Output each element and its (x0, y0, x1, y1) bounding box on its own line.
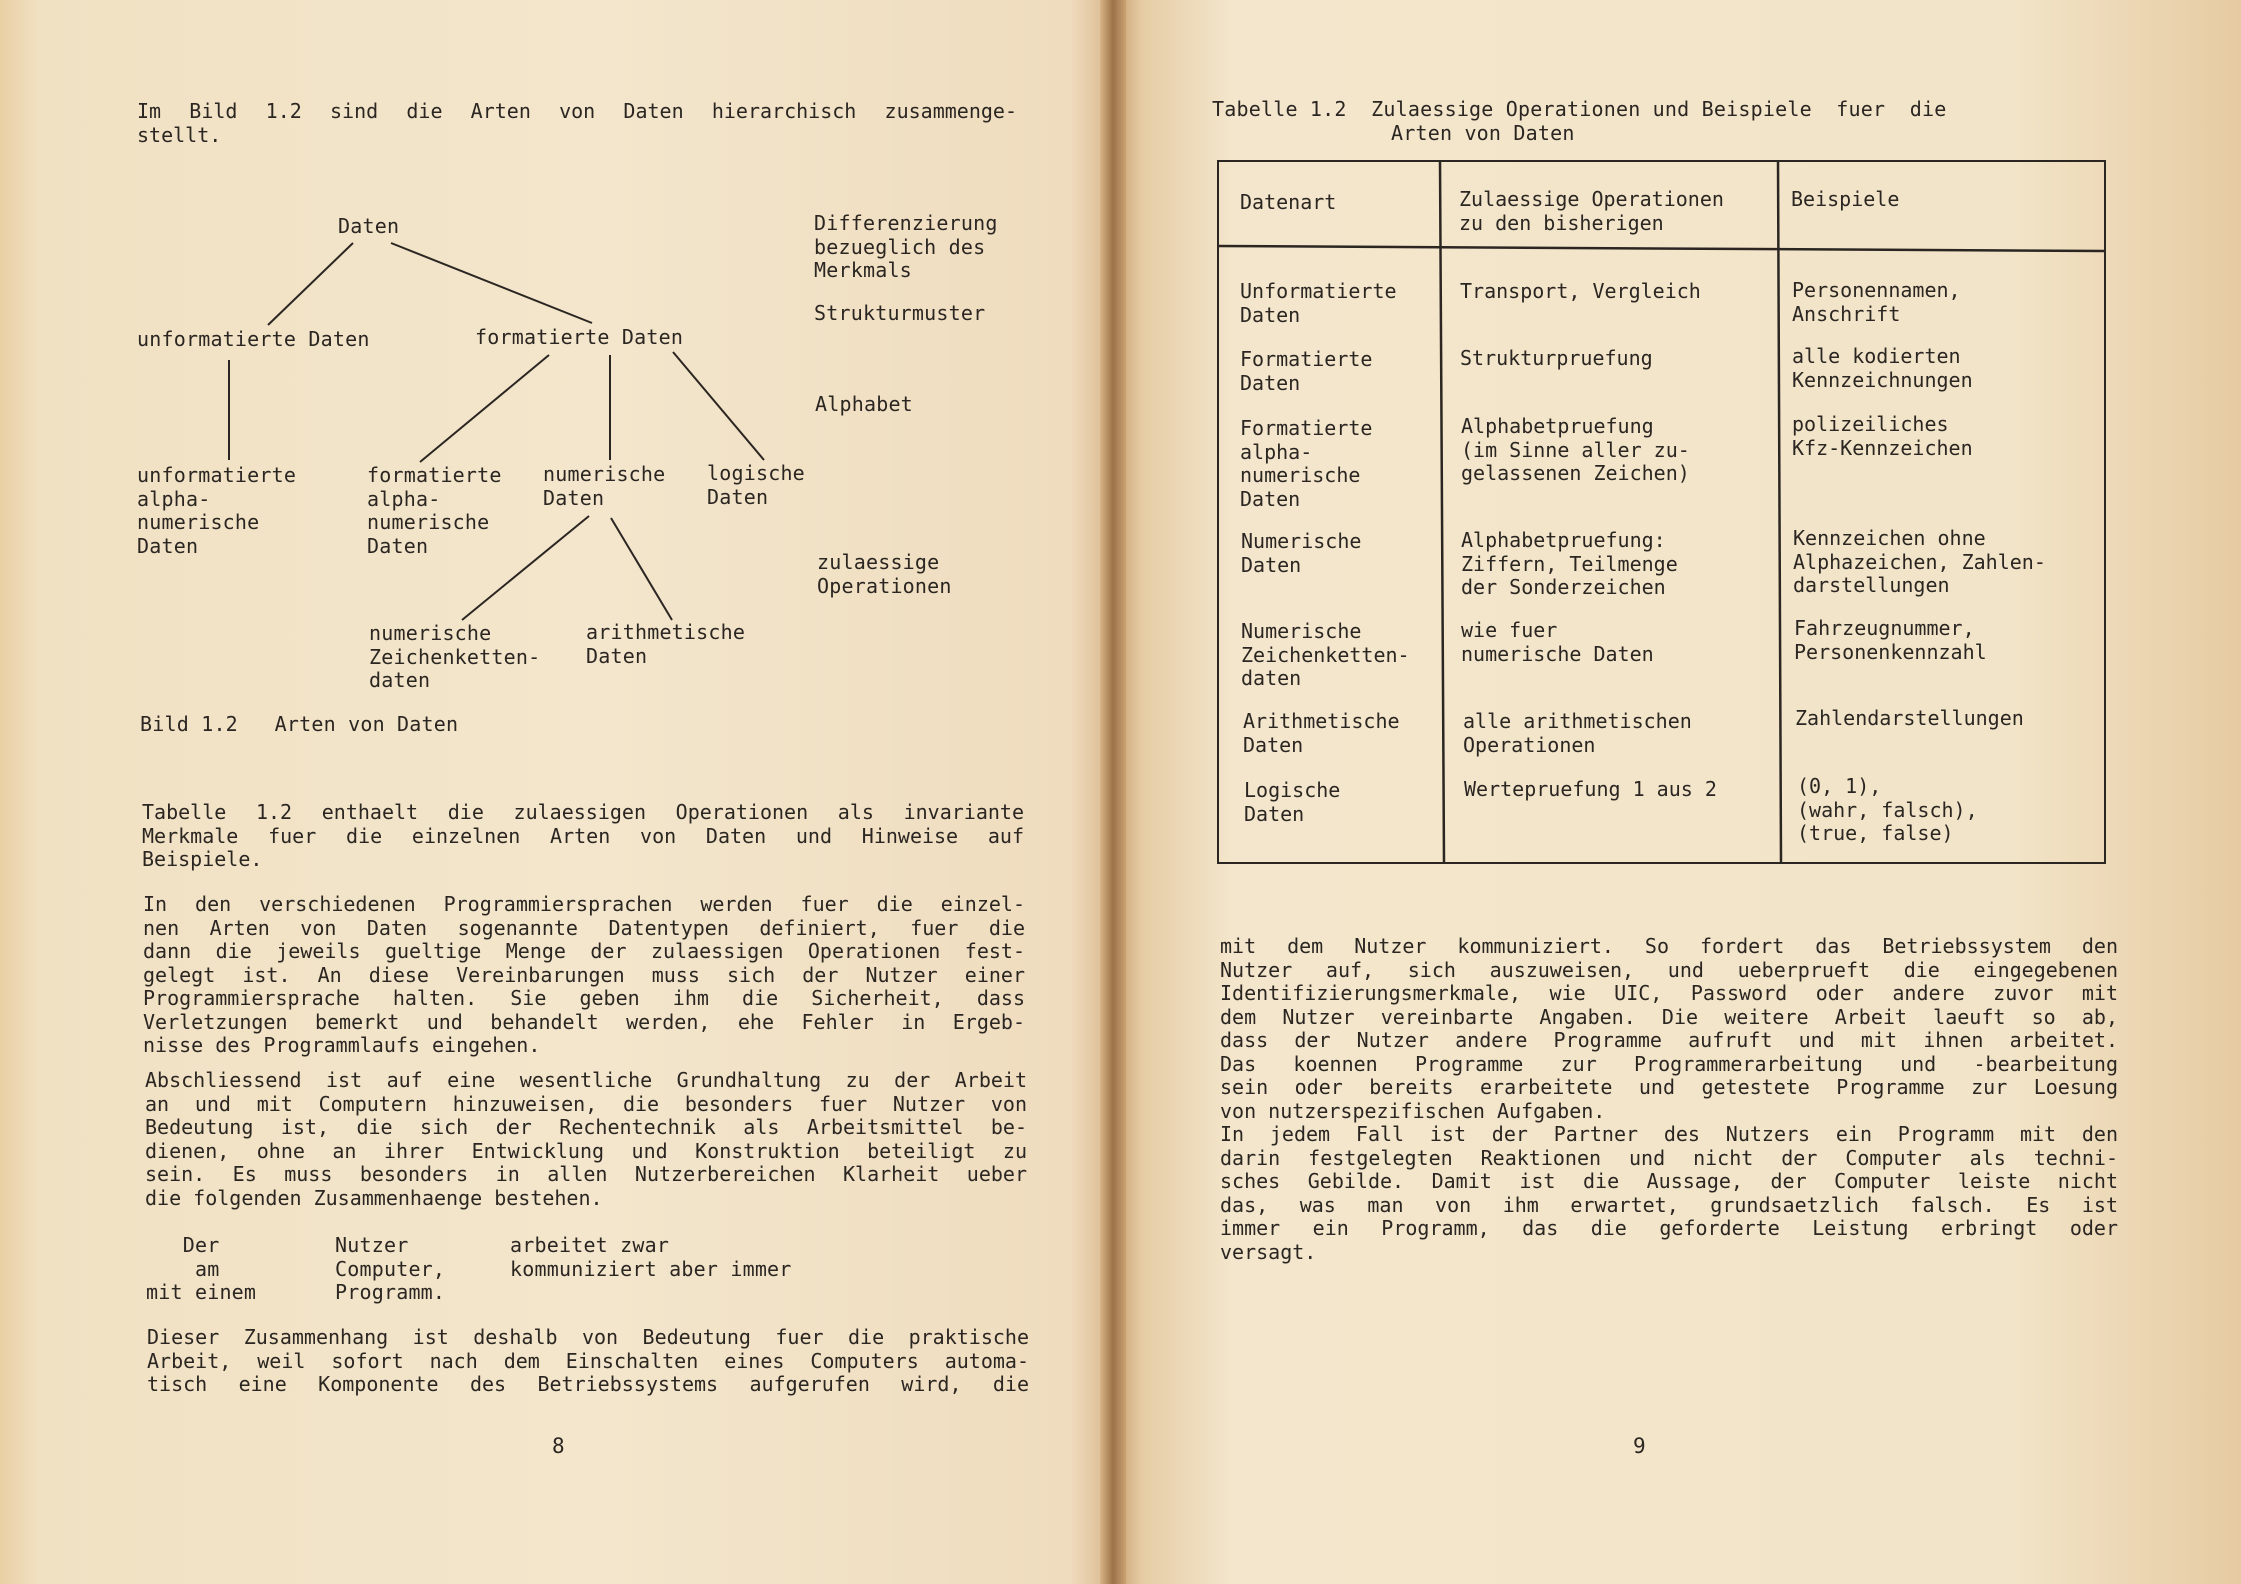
table-header-operations: Zulaessige Operationen zu den bisherigen (1459, 187, 1724, 235)
statement-col-3: arbeitet zwar kommuniziert aber immer (510, 1233, 792, 1281)
table-cell: Strukturpruefung (1460, 346, 1653, 370)
paragraph-table-reference: Tabelle 1.2 enthaelt die zulaessigen Operationen als invariante Merkmale fuer die einzelnen Arten von Daten und Hinweise auf Beispiele. (142, 800, 1024, 871)
table-cell: Personennamen, Anschrift (1792, 278, 1961, 326)
table-cell: Alphabetpruefung: Ziffern, Teilmenge der Sonderzeichen (1461, 528, 1678, 599)
statement-col-2: Nutzer Computer, Programm. (335, 1233, 446, 1304)
node-formatted-alnum: formatierte alpha- numerische Daten (367, 463, 502, 558)
paragraph-partner-program: In jedem Fall ist der Partner des Nutzers ein Programm mit den darin festgelegten Reaktionen und nicht der Computer als techni- sches Gebilde. Damit ist die Aussage, der Computer leiste nicht das, was man von ihm erwartet, grundsaetzlich falsch. Es ist immer ein Programm, das die geforderte Leistung erbringt oder versagt. (1220, 1122, 2118, 1264)
figure-caption: Bild 1.2 Arten von Daten (140, 712, 459, 736)
table-cell: polizeiliches Kfz-Kennzeichen (1792, 412, 1973, 460)
node-unformatted: unformatierte Daten (137, 327, 370, 351)
paragraph-datatypes: In den verschiedenen Programmiersprachen werden fuer die einzel- nen Arten von Daten sogenannte Datentypen definiert, fuer die dann die jeweils gueltige Menge der zulaessigen Operationen fest- gelegt ist. An diese Vereinbarungen muss sich der Nutzer einer Programmiersprache halten. Sie geben ihm die Sicherheit, dass Verletzungen bemerkt und behandelt werden, ehe Fehler in Ergeb- nisse des Programmlaufs eingehen. (143, 892, 1025, 1057)
table-cell: Formatierte Daten (1240, 347, 1373, 395)
paragraph-basic-attitude: Abschliessend ist auf eine wesentliche Grundhaltung zu der Arbeit an und mit Computern hinzuweisen, die besonders fuer Nutzer von Bedeutung ist, die sich der Rechentechnik als Arbeitsmittel be- dienen, ohne an ihrer Entwicklung und Konstruktion beteiligt zu sein. Es muss besonders in allen Nutzerbereichen Klarheit ueber die folgenden Zusammenhaenge bestehen. (145, 1068, 1027, 1210)
table-cell: Numerische Zeichenketten- daten (1241, 619, 1410, 690)
side-structure: Strukturmuster (814, 301, 986, 325)
table-cell: Numerische Daten (1241, 529, 1362, 577)
table-cell: wie fuer numerische Daten (1461, 618, 1654, 666)
node-numeric: numerische Daten (543, 462, 666, 510)
table-cell: Zahlendarstellungen (1795, 706, 2024, 730)
table-cell: Arithmetische Daten (1243, 709, 1400, 757)
table-cell: Unformatierte Daten (1240, 279, 1397, 327)
page-number-left: 8 (552, 1434, 565, 1458)
node-numeric-string: numerische Zeichenketten- daten (369, 621, 541, 692)
paragraph-practical-work: Dieser Zusammenhang ist deshalb von Bedeutung fuer die praktische Arbeit, weil sofort nach dem Einschalten eines Computers automa- tisch eine Komponente des Betriebssystems aufgerufen wird, die (147, 1325, 1029, 1396)
side-alphabet: Alphabet (815, 392, 913, 416)
statement-col-1: Der am mit einem (146, 1233, 257, 1304)
table-header-datenart: Datenart (1240, 190, 1337, 214)
table-cell: Wertepruefung 1 aus 2 (1464, 777, 1717, 801)
node-formatted: formatierte Daten (475, 325, 684, 349)
page-number-right: 9 (1633, 1434, 1646, 1458)
paragraph-operating-system: mit dem Nutzer kommuniziert. So fordert das Betriebssystem den Nutzer auf, sich auszuweisen, und ueberprueft die eingegebenen Identifizierungsmerkmale, wie UIC, Password oder andere zuvor mit dem Nutzer vereinbarte Angaben. Die weitere Arbeit laeuft so ab, dass der Nutzer andere Programme aufruft und mit ihnen arbeitet. Das koennen Programme zur Programmerarbeitung und -bearbeitung sein oder bereits erarbeitete und getestete Programme zur Loesung von nutzerspezifischen Aufgaben. (1220, 934, 2118, 1123)
node-logical: logische Daten (707, 461, 805, 509)
table-cell: alle arithmetischen Operationen (1463, 709, 1692, 757)
node-arithmetic: arithmetische Daten (586, 620, 746, 668)
table-title-line-2: Arten von Daten (1391, 121, 1575, 145)
table-cell: Logische Daten (1244, 778, 1341, 826)
node-daten: Daten (338, 214, 400, 238)
table-cell: alle kodierten Kennzeichnungen (1792, 344, 1973, 392)
table-cell: Transport, Vergleich (1460, 279, 1701, 303)
intro-paragraph: Im Bild 1.2 sind die Arten von Daten hierarchisch zusammenge- stellt. (137, 99, 1017, 147)
table-cell: Kennzeichen ohne Alphazeichen, Zahlen- darstellungen (1793, 526, 2046, 597)
table-header-examples: Beispiele (1791, 187, 1900, 211)
node-unformatted-alnum: unformatierte alpha- numerische Daten (137, 463, 297, 558)
side-differentiation: Differenzierung bezueglich des Merkmals (814, 211, 998, 282)
table-cell: Alphabetpruefung (im Sinne aller zu- gelassenen Zeichen) (1461, 414, 1690, 485)
table-title-line-1: Tabelle 1.2 Zulaessige Operationen und Beispiele fuer die (1212, 97, 1947, 121)
table-cell: Formatierte alpha- numerische Daten (1240, 416, 1373, 511)
side-operations: zulaessige Operationen (817, 550, 952, 598)
table-cell: (0, 1), (wahr, falsch), (true, false) (1797, 774, 1978, 845)
table-cell: Fahrzeugnummer, Personenkennzahl (1794, 616, 1987, 664)
